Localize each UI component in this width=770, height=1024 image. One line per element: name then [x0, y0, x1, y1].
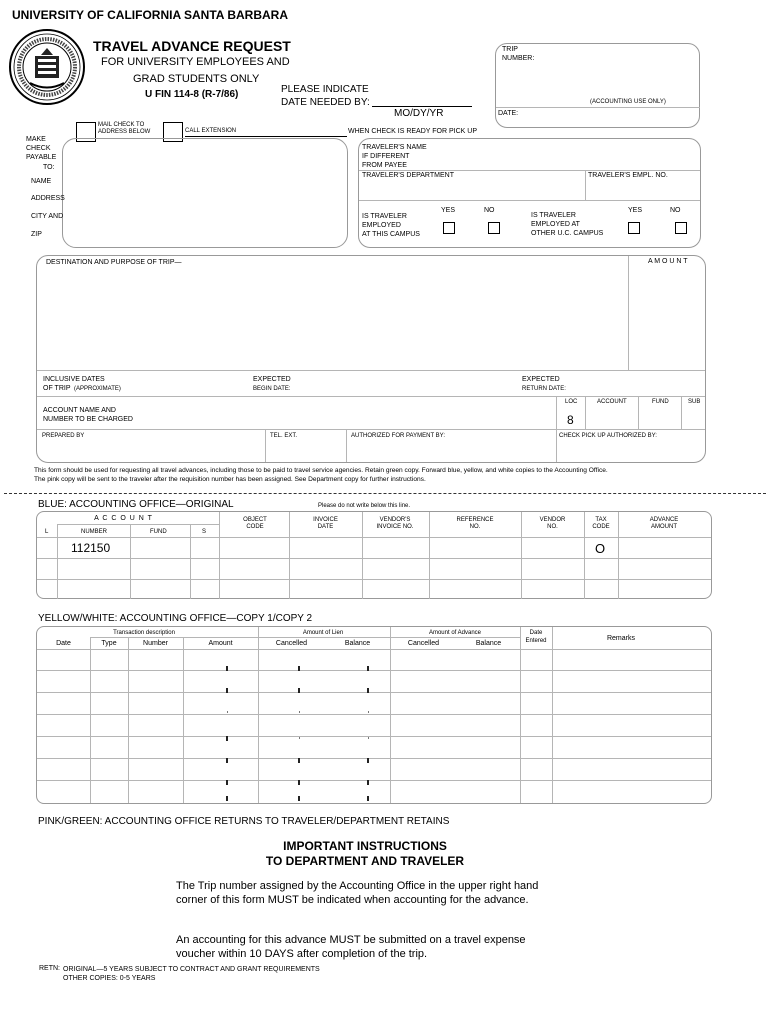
yellow-date-header: Date [56, 640, 71, 647]
yellow-advance-header: Amount of Advance [428, 630, 482, 636]
blue-number-header: NUMBER [81, 529, 108, 535]
amount-tick [227, 711, 228, 713]
yellow-transaction-header: Transaction description [113, 630, 175, 636]
lien-balance-tick [368, 737, 369, 739]
blue-col-7 [429, 512, 430, 599]
lien-balance-tick [367, 666, 369, 671]
yellow-col-7 [552, 627, 553, 803]
do-not-write-note: Please do not write below this line. [318, 503, 411, 509]
expected-begin-label: EXPECTED [253, 376, 291, 383]
mail-check-label-2: ADDRESS BELOW [98, 129, 151, 135]
lien-cancelled-tick [298, 666, 300, 671]
payable-label: PAYABLE [26, 154, 57, 161]
blue-col-3 [190, 524, 191, 599]
yellow-date-entered-header-1: Date [529, 630, 543, 636]
yellow-col-5 [390, 627, 391, 803]
yellow-row-line-3 [37, 714, 711, 715]
approximate-label: (APPROXIMATE) [74, 386, 121, 392]
fund-col-label: FUND [652, 399, 669, 405]
yellow-type-header: Type [101, 640, 117, 647]
authorized-label: AUTHORIZED FOR PAYMENT BY: [351, 433, 446, 439]
loc-value: 8 [567, 413, 574, 427]
yellow-table[interactable] [36, 626, 712, 804]
trip-date-label: DATE: [498, 110, 519, 117]
tel-divider [265, 429, 266, 462]
when-ready-label: WHEN CHECK IS READY FOR PICK UP [348, 128, 478, 135]
return-date-label: RETURN DATE: [522, 386, 566, 392]
notice-line-1: This form should be used for requesting all travel advances, including those to be paid to travel service agencies. Retain green copy. Forward blue, yellow, and white copies to the Accounting Office. [34, 467, 608, 474]
amount-divider [628, 256, 629, 370]
other-no-label: NO [670, 207, 681, 214]
yellow-number-header: Number [143, 640, 168, 647]
blue-object-header-1: OBJECT [243, 517, 267, 523]
payee-city-label: CITY AND [31, 213, 64, 220]
lien-balance-tick [368, 711, 369, 713]
amount-tick [226, 780, 228, 785]
retention-line-2: OTHER COPIES: 0-5 YEARS [63, 975, 156, 982]
lien-cancelled-tick [298, 796, 300, 801]
trip-details-box[interactable] [36, 255, 706, 463]
yellow-col-6 [520, 627, 521, 803]
campus-no-checkbox[interactable] [488, 222, 500, 234]
blue-col-1 [57, 524, 58, 599]
fund-divider [638, 396, 639, 429]
pickup-divider [556, 429, 557, 462]
auth-divider [346, 429, 347, 462]
lien-cancelled-tick [298, 780, 300, 785]
sub-col-label: SUB [688, 399, 701, 405]
blue-account-header: A C C O U N T [94, 515, 153, 522]
campus-q-1: IS TRAVELER [362, 213, 407, 220]
please-indicate-label: PLEASE INDICATE [281, 84, 369, 95]
blue-row-divider-2 [37, 579, 711, 580]
instructions-paragraph-1: The Trip number assigned by the Accounting Office in the upper right hand corner of this form MUST be indicated when accounting for the advance. [176, 880, 539, 906]
account-col-label: ACCOUNT [597, 399, 627, 405]
payee-box[interactable] [62, 138, 348, 248]
blue-reference-header-2: NO. [469, 524, 481, 530]
destination-label: DESTINATION AND PURPOSE OF TRIP— [46, 259, 182, 266]
blue-header-divider [37, 537, 711, 538]
yellow-copy-title: YELLOW/WHITE: ACCOUNTING OFFICE—COPY 1/COPY 2 [38, 613, 313, 624]
form-number: U FIN 114-8 (R-7/86) [145, 89, 239, 100]
blue-l-header: L [45, 529, 49, 535]
form-subtitle-2: GRAD STUDENTS ONLY [133, 73, 260, 85]
instructions-title-1: IMPORTANT INSTRUCTIONS [283, 839, 447, 853]
retention-label: RETN: [39, 965, 60, 972]
blue-account-number-value: 112150 [71, 541, 111, 555]
blue-object-header-2: CODE [246, 524, 264, 530]
payee-address-label: ADDRESS [31, 195, 65, 202]
blue-vendor-invoice-header-2: INVOICE NO. [376, 524, 414, 530]
traveler-divider-1 [359, 170, 700, 171]
trip-divider-2 [37, 396, 705, 397]
lien-balance-tick [367, 780, 369, 785]
prepared-by-label: PREPARED BY [42, 433, 85, 439]
perforation-line [4, 493, 766, 494]
account-name-label-2: NUMBER TO BE CHARGED [43, 416, 133, 423]
blue-s-header: S [202, 529, 207, 535]
campus-q-3: AT THIS CAMPUS [362, 231, 420, 238]
blue-fund-header: FUND [150, 529, 167, 535]
yellow-col-2 [128, 637, 129, 803]
blue-tax-header-2: CODE [592, 524, 610, 530]
campus-yes-label: YES [441, 207, 456, 214]
blue-col-8 [521, 512, 522, 599]
yellow-lien-cancelled-header: Cancelled [275, 640, 308, 647]
account-divider [585, 396, 586, 429]
blue-reference-header-1: REFERENCE [456, 517, 494, 523]
trip-box-divider [496, 107, 700, 108]
blue-copy-title: BLUE: ACCOUNTING OFFICE—ORIGINAL [38, 499, 234, 510]
date-format-hint: MO/DY/YR [394, 108, 444, 119]
check-label: CHECK [26, 145, 51, 152]
blue-row-divider-1 [37, 558, 711, 559]
yellow-adv-balance-header: Balance [475, 640, 502, 647]
amount-tick [226, 666, 228, 671]
trip-label: TRIP [502, 46, 518, 53]
blue-col-6 [362, 512, 363, 599]
instructions-title-2: TO DEPARTMENT AND TRAVELER [265, 854, 465, 868]
lien-cancelled-tick [299, 711, 300, 713]
blue-col-10 [618, 512, 619, 599]
make-label: MAKE [26, 136, 46, 143]
inclusive-label-1: INCLUSIVE DATES [43, 376, 105, 383]
traveler-empl-label: TRAVELER'S EMPL. NO. [588, 172, 668, 179]
yellow-adv-cancelled-header: Cancelled [407, 640, 440, 647]
lien-balance-tick [367, 796, 369, 801]
blue-account-underline [57, 524, 219, 525]
yellow-group-underline [90, 637, 520, 638]
university-name: UNIVERSITY OF CALIFORNIA SANTA BARBARA [12, 8, 288, 22]
lien-cancelled-tick [298, 758, 300, 763]
yellow-lien-header: Amount of Lien [302, 630, 344, 636]
campus-yes-checkbox[interactable] [443, 222, 455, 234]
tel-ext-label: TEL. EXT. [270, 433, 298, 439]
other-yes-checkbox[interactable] [628, 222, 640, 234]
form-subtitle-1: FOR UNIVERSITY EMPLOYEES AND [101, 56, 290, 68]
yellow-remarks-header: Remarks [606, 635, 635, 642]
yellow-row-line-2 [37, 692, 711, 693]
expected-return-label: EXPECTED [522, 376, 560, 383]
blue-col-5 [289, 512, 290, 599]
call-extension-label: CALL EXTENSION [185, 128, 237, 134]
blue-invoice-date-header-1: INVOICE [313, 517, 338, 523]
blue-vendor-invoice-header-1: VENDOR'S [379, 517, 411, 523]
trip-number-label: NUMBER: [502, 55, 535, 62]
accounting-use-label: (ACCOUNTING USE ONLY) [590, 99, 666, 105]
blue-advance-header-1: ADVANCE [649, 517, 679, 523]
campus-q-2: EMPLOYED [362, 222, 401, 229]
call-extension-line[interactable] [185, 136, 347, 137]
blue-vendor-header-2: NO. [547, 524, 558, 530]
blue-col-4 [219, 512, 220, 599]
traveler-name-label-3: FROM PAYEE [362, 162, 407, 169]
lien-balance-tick [367, 758, 369, 763]
payee-name-label: NAME [31, 178, 52, 185]
trip-divider-3 [37, 429, 705, 430]
amount-label: A M O U N T [648, 258, 688, 265]
traveler-name-label-2: IF DIFFERENT [362, 153, 410, 160]
instructions-paragraph-2: An accounting for this advance MUST be submitted on a travel expense voucher within 10 DAYS after completion of the trip. [176, 934, 526, 960]
pickup-auth-label: CHECK PICK UP AUTHORIZED BY: [559, 433, 657, 439]
pink-copy-title: PINK/GREEN: ACCOUNTING OFFICE RETURNS TO TRAVELER/DEPARTMENT RETAINS [38, 816, 450, 827]
traveler-name-label-1: TRAVELER'S NAME [362, 144, 427, 151]
traveler-dept-label: TRAVELER'S DEPARTMENT [362, 172, 454, 179]
blue-advance-header-2: AMOUNT [651, 524, 677, 530]
retention-line-1: ORIGINAL—5 YEARS SUBJECT TO CONTRACT AND GRANT REQUIREMENTS [63, 966, 320, 973]
blue-col-2 [130, 524, 131, 599]
university-seal-icon [8, 28, 86, 106]
yellow-row-line-6 [37, 780, 711, 781]
inclusive-label-2: OF TRIP [43, 385, 71, 392]
amount-tick [226, 688, 228, 693]
yellow-col-1 [90, 637, 91, 803]
other-q-1: IS TRAVELER [531, 212, 576, 219]
yellow-row-line-0 [37, 649, 711, 650]
notice-line-2: The pink copy will be sent to the traveler after the requisition number has been assigned. See Department copy for further instructions. [34, 476, 426, 483]
loc-divider [556, 396, 557, 429]
yellow-date-entered-header-2: Entered [525, 638, 547, 644]
other-q-2: EMPLOYED AT [531, 221, 580, 228]
yellow-lien-balance-header: Balance [344, 640, 371, 647]
trip-divider-1 [37, 370, 705, 371]
traveler-divider-2 [359, 200, 700, 201]
other-yes-label: YES [628, 207, 643, 214]
yellow-col-3 [183, 637, 184, 803]
form-title: TRAVEL ADVANCE REQUEST [93, 38, 291, 54]
blue-vendor-header-1: VENDOR [539, 517, 566, 523]
yellow-row-line-5 [37, 758, 711, 759]
lien-balance-tick [367, 688, 369, 693]
begin-date-label: BEGIN DATE: [253, 386, 291, 392]
blue-col-9 [584, 512, 585, 599]
amount-tick [226, 758, 228, 763]
amount-tick [226, 736, 228, 741]
blue-tax-code-value: O [595, 541, 606, 556]
account-name-label-1: ACCOUNT NAME AND [43, 407, 116, 414]
traveler-divider-v [585, 170, 586, 200]
lien-cancelled-tick [299, 737, 300, 739]
yellow-col-4 [258, 627, 259, 803]
loc-label: LOC [565, 399, 578, 405]
other-no-checkbox[interactable] [675, 222, 687, 234]
blue-tax-header-1: TAX [595, 517, 607, 523]
to-label: TO: [43, 164, 55, 171]
amount-tick [226, 796, 228, 801]
campus-no-label: NO [484, 207, 495, 214]
blue-invoice-date-header-2: DATE [317, 524, 334, 530]
yellow-row-line-1 [37, 670, 711, 671]
sub-divider [681, 396, 682, 429]
date-needed-line[interactable] [372, 106, 472, 107]
mail-check-label-1: MAIL CHECK TO [98, 122, 145, 128]
payee-zip-label: ZIP [31, 231, 42, 238]
lien-cancelled-tick [298, 688, 300, 693]
other-q-3: OTHER U.C. CAMPUS [531, 230, 604, 237]
yellow-amount-header: Amount [208, 640, 233, 647]
yellow-row-line-4 [37, 736, 711, 737]
date-needed-label: DATE NEEDED BY: [281, 97, 370, 108]
